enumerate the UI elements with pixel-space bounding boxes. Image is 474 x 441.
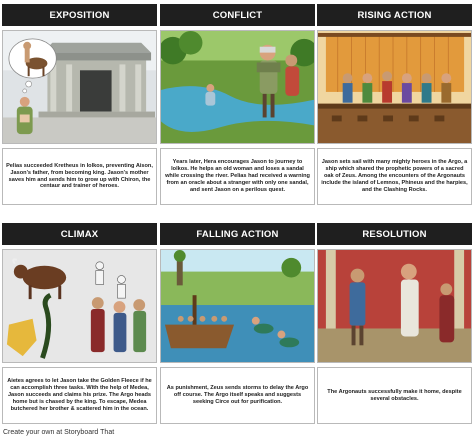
panel-text: As punishment, Zeus sends storms to delay the Argo off course. The Argo itself speaks and suggests seeking Circe out for purification. — [166, 385, 309, 405]
panel-title: CONFLICT — [160, 4, 315, 26]
panel-conflict — [160, 4, 315, 205]
scene-falling-action — [160, 249, 315, 363]
panel-text: Jason sets sail with many mighty heroes in the Argo, a ship which shared the prophetic powers of a sacred oak of Zeus. Among the encounters of the Argonauts include the island of Lemnos, Phineus and the harpies, and the Clashing Rocks. — [321, 159, 468, 193]
panel-exposition — [2, 4, 157, 205]
footer-credit: Create your own at Storyboard That — [3, 429, 115, 436]
panel-falling-action — [160, 223, 315, 424]
panel-title: CLIMAX — [2, 223, 157, 245]
scene-rising-action — [317, 30, 472, 144]
scene-conflict — [160, 30, 315, 144]
panel-description — [2, 148, 157, 205]
panel-text: Pelias succeeded Kretheus in Iolkos, preventing Aison, Jason's father, from becoming king. Jason's mother saves him and sends him to grow up with Chiron, the centaur and trainer of heroes. — [6, 162, 153, 190]
panel-text: The Argonauts successfully make it home, despite several obstacles. — [327, 388, 462, 402]
panel-description — [317, 367, 472, 424]
scene-resolution — [317, 249, 472, 363]
panel-title: EXPOSITION — [2, 4, 157, 26]
panel-description — [317, 148, 472, 205]
panel-description — [160, 148, 315, 205]
panel-title: RISING ACTION — [317, 4, 472, 26]
panel-resolution — [317, 223, 472, 424]
panel-text: Aietes agrees to let Jason take the Golden Fleece if he can accomplish three tasks. With the help of Medea, Jason succeeds and claims his prize. The Argo heads home but is chased by the king. To escape, Medea butchered her brother & scattered him in the ocean. — [7, 378, 152, 412]
panel-description — [2, 367, 157, 424]
panel-title: RESOLUTION — [317, 223, 472, 245]
panel-text: Years later, Hera encourages Jason to journey to Iolkos. He helps an old woman and loses a sandal while crossing the river. Pelias had received a warning from an oracle about a stranger with only one sandal, and sent Jason on a perilous quest. — [165, 159, 310, 193]
panel-rising-action — [317, 4, 472, 205]
scene-climax — [2, 249, 157, 363]
panel-climax — [2, 223, 157, 424]
scene-exposition — [2, 30, 157, 144]
panel-description — [160, 367, 315, 424]
panel-title: FALLING ACTION — [160, 223, 315, 245]
